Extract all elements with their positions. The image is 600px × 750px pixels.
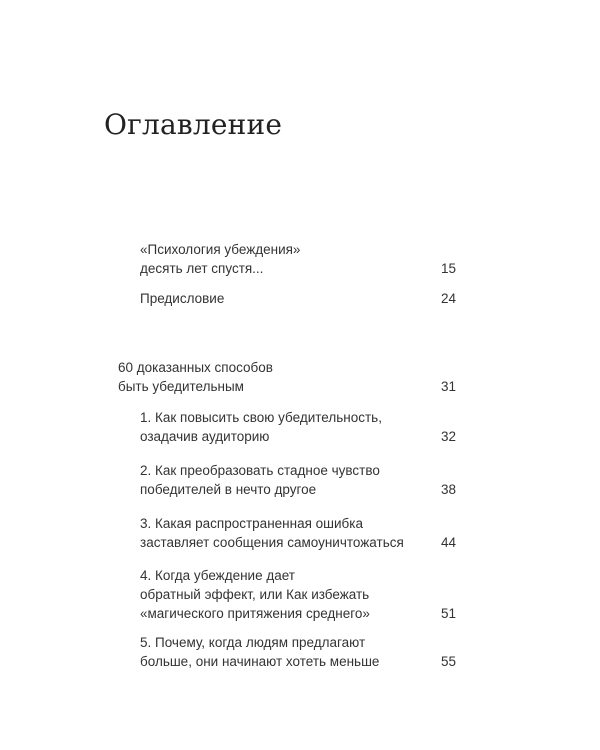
toc-entry-page-number: 15 xyxy=(440,261,456,276)
toc-entry-title-line: 2. Как преобразовать стадное чувство xyxy=(140,463,380,478)
toc-entry-page-number: 51 xyxy=(440,606,456,621)
toc-entry-title-line: быть убедительным xyxy=(118,379,244,394)
toc-entry-title-line: десять лет спустя... xyxy=(140,261,264,276)
toc-entry-title-line: больше, они начинают хотеть меньше xyxy=(140,654,380,669)
toc-entry xyxy=(140,408,456,446)
toc-entry-title-line: 5. Почему, когда людям предлагают xyxy=(140,635,366,650)
toc-entry-title-line: «магического притяжения среднего» xyxy=(140,606,370,621)
toc-entry-page-number: 44 xyxy=(440,535,456,550)
page-title: Оглавление xyxy=(104,108,283,141)
toc-entry-page-number: 38 xyxy=(440,482,456,497)
toc-entry xyxy=(140,289,456,308)
toc-entry-page-number: 31 xyxy=(440,379,456,394)
toc-entry-title-line: 60 доказанных способов xyxy=(118,360,273,375)
toc-entry xyxy=(140,566,456,623)
toc-entry-page-number: 55 xyxy=(440,654,456,669)
toc-entry-title-line: заставляет сообщения самоуничтожаться xyxy=(140,535,404,550)
toc-entry xyxy=(140,633,456,671)
toc-entry-title-line: 4. Когда убеждение дает xyxy=(140,568,295,583)
toc-entry-title-line: обратный эффект, или Как избежать xyxy=(140,587,370,602)
toc-entry xyxy=(140,240,456,278)
toc-entry xyxy=(140,461,456,499)
toc-entry-title-line: победителей в нечто другое xyxy=(140,482,317,497)
toc-entry-title-line: 3. Какая распространенная ошибка xyxy=(140,516,363,531)
toc-entry xyxy=(140,514,456,552)
toc-entry-title-line: Предисловие xyxy=(140,291,225,306)
toc-entry-page-number: 24 xyxy=(440,291,456,306)
toc-entry-page-number: 32 xyxy=(440,429,456,444)
toc-entry-title-line: «Психология убеждения» xyxy=(140,242,301,257)
toc-entry-title-line: 1. Как повысить свою убедительность, xyxy=(140,410,382,425)
toc-entry xyxy=(118,358,456,396)
toc-entry-title-line: озадачив аудиторию xyxy=(140,429,270,444)
